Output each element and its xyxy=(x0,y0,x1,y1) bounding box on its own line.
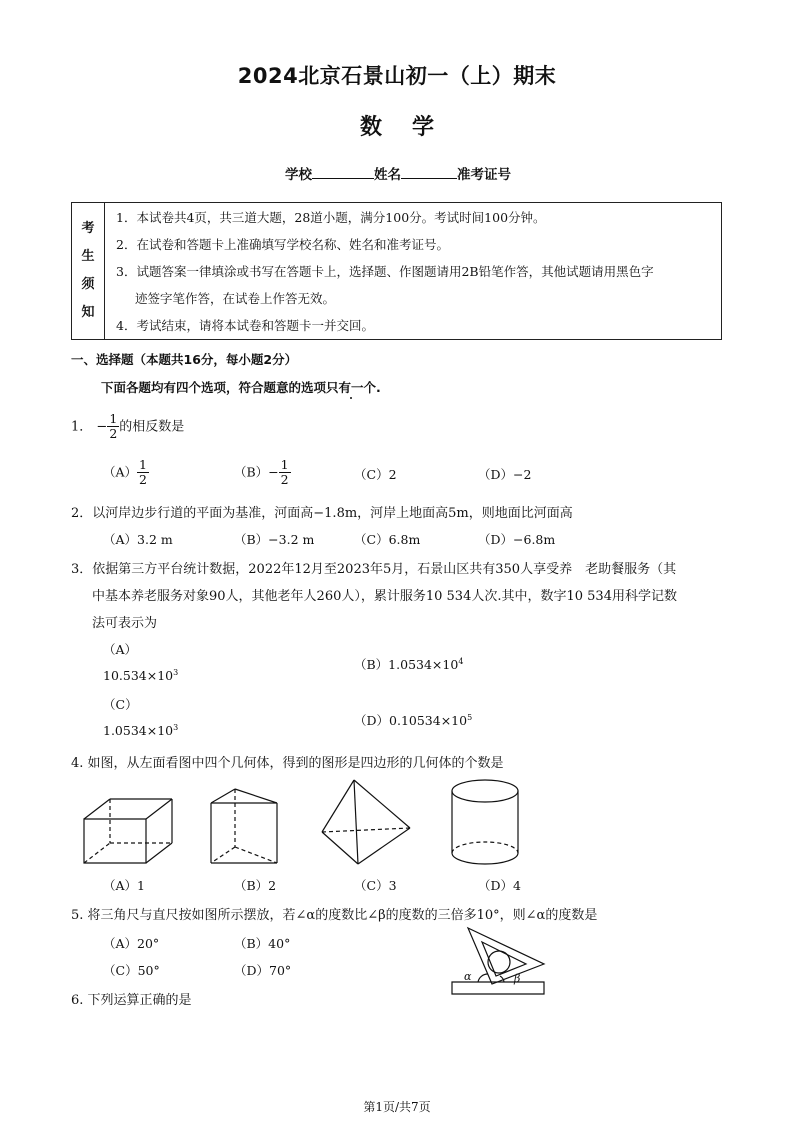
q4-option-d[interactable]: （D）4 xyxy=(478,878,521,893)
q3-option-a-label[interactable]: （A） xyxy=(103,642,138,657)
fraction xyxy=(107,412,119,442)
q1-option-c[interactable]: （C）2 xyxy=(354,467,397,482)
minus-sign: − xyxy=(268,464,279,480)
option-value: （D）0.10534×10 xyxy=(354,713,468,728)
exponent: 3 xyxy=(173,668,179,677)
school-label: 学校 xyxy=(285,167,312,183)
question-5: 5. 将三角尺与直尺按如图所示摆放，若∠α的度数比∠β的度数的三倍多10°，则∠α的度数是 xyxy=(71,908,598,923)
question-1 xyxy=(71,412,184,442)
q2-option-b[interactable]: （B）−3.2 m xyxy=(234,532,315,547)
exponent: 4 xyxy=(458,657,464,666)
notice-item: 迹签字笔作答，在试卷上作答无效。 xyxy=(135,291,336,306)
fraction xyxy=(137,458,149,488)
triangular-prism-figure xyxy=(207,785,283,867)
section-desc-text: 下面各题均有四个选项，符合题意的选项 xyxy=(101,380,327,395)
exam-id-label: 准考证号 xyxy=(457,167,511,183)
q2-option-d[interactable]: （D）−6.8m xyxy=(478,532,556,547)
cuboid-figure xyxy=(80,795,180,867)
q4-option-b[interactable]: （B）2 xyxy=(234,878,277,893)
option-value: 10.534×10 xyxy=(103,668,174,683)
exponent: 3 xyxy=(173,723,179,732)
section-description xyxy=(101,378,381,396)
q3-option-c-label[interactable]: （C） xyxy=(103,697,138,712)
q1-option-b[interactable] xyxy=(234,458,291,488)
option-label: （B） xyxy=(234,464,269,480)
alpha-label: α xyxy=(464,970,472,983)
q5-option-b[interactable]: （B）40° xyxy=(234,936,291,951)
option-value: （B）1.0534×10 xyxy=(354,657,459,672)
q3-option-a-value[interactable] xyxy=(103,668,178,683)
question-4: 4. 如图，从左面看图中四个几何体，得到的图形是四边形的几何体的个数是 xyxy=(71,756,504,771)
fraction-denominator: 2 xyxy=(109,426,118,442)
fraction xyxy=(279,458,291,488)
question-3-line: 3．依据第三方平台统计数据，2022年12月至2023年5月，石景山区共有350人享受养 老助餐服务（其 xyxy=(71,562,677,577)
question-3-line: 中基本养老服务对象90人，其他老年人260人），累计服务10 534人次.其中，数字10 534用科学记数 xyxy=(92,589,677,604)
exponent: 5 xyxy=(467,713,473,722)
question-2: 2．以河岸边步行道的平面为基准，河面高−1.8m，河岸上地面高5m，则地面比河面高 xyxy=(71,506,573,521)
triangle-ruler-figure xyxy=(448,922,548,998)
notice-label-char: 生 xyxy=(81,249,95,264)
notice-item: 1．本试卷共4页，共三道大题，28道小题，满分100分。考试时间100分钟。 xyxy=(116,210,546,225)
notice-label xyxy=(72,203,105,339)
beta-label: β xyxy=(514,972,521,985)
subject-title: 数学 xyxy=(359,115,464,140)
fraction-numerator: 1 xyxy=(139,457,147,472)
emphasis-text: 只有一个 xyxy=(326,380,377,395)
question-6: 6. 下列运算正确的是 xyxy=(71,993,192,1008)
notice-item: 2．在试卷和答题卡上准确填写学校名称、姓名和准考证号。 xyxy=(116,237,449,252)
notice-label-char: 知 xyxy=(81,305,95,320)
q4-option-c[interactable]: （C）3 xyxy=(354,878,397,893)
notice-label-char: 考 xyxy=(81,221,95,236)
q5-option-d[interactable]: （D）70° xyxy=(234,963,292,978)
q5-option-c[interactable]: （C）50° xyxy=(103,963,160,978)
q3-option-b[interactable] xyxy=(354,655,463,673)
pyramid-figure xyxy=(318,776,414,868)
fraction-numerator: 1 xyxy=(109,411,118,426)
exam-title: 2024北京石景山初一（上）期末 xyxy=(237,64,557,88)
name-label: 姓名 xyxy=(374,167,401,183)
q4-option-a[interactable]: （A）1 xyxy=(103,878,145,893)
cylinder-figure xyxy=(448,777,524,869)
question-3-line: 法可表示为 xyxy=(92,616,158,631)
question-text: 的相反数是 xyxy=(119,419,185,435)
fraction-denominator: 2 xyxy=(280,472,289,488)
page-number: 第1页/共7页 xyxy=(363,1100,431,1114)
fraction-numerator: 1 xyxy=(280,457,289,472)
q5-option-a[interactable]: （A）20° xyxy=(103,936,160,951)
exam-notice-box xyxy=(71,202,722,340)
fraction-denominator: 2 xyxy=(139,472,147,488)
question-number: 1． xyxy=(71,419,93,435)
section-heading: 一、选择题（本题共16分，每小题2分） xyxy=(71,352,298,367)
notice-label-char: 须 xyxy=(81,277,95,292)
minus-sign: − xyxy=(96,419,108,435)
name-blank xyxy=(401,166,457,179)
student-info-line xyxy=(285,163,511,183)
section-desc-end: . xyxy=(376,380,381,395)
school-blank xyxy=(312,166,374,179)
q3-option-d[interactable] xyxy=(354,711,472,729)
q2-option-a[interactable]: （A）3.2 m xyxy=(103,532,173,547)
option-label: （A） xyxy=(103,464,138,480)
q2-option-c[interactable]: （C）6.8m xyxy=(354,532,421,547)
q1-option-a[interactable] xyxy=(103,458,149,488)
q1-option-d[interactable]: （D）−2 xyxy=(478,467,532,482)
q3-option-c-value[interactable] xyxy=(103,723,178,738)
notice-item: 4．考试结束，请将本试卷和答题卡一并交回。 xyxy=(116,318,374,333)
notice-item: 3．试题答案一律填涂或书写在答题卡上，选择题、作图题请用2B铅笔作答，其他试题请用黑色字 xyxy=(116,264,654,279)
option-value: 1.0534×10 xyxy=(103,723,174,738)
